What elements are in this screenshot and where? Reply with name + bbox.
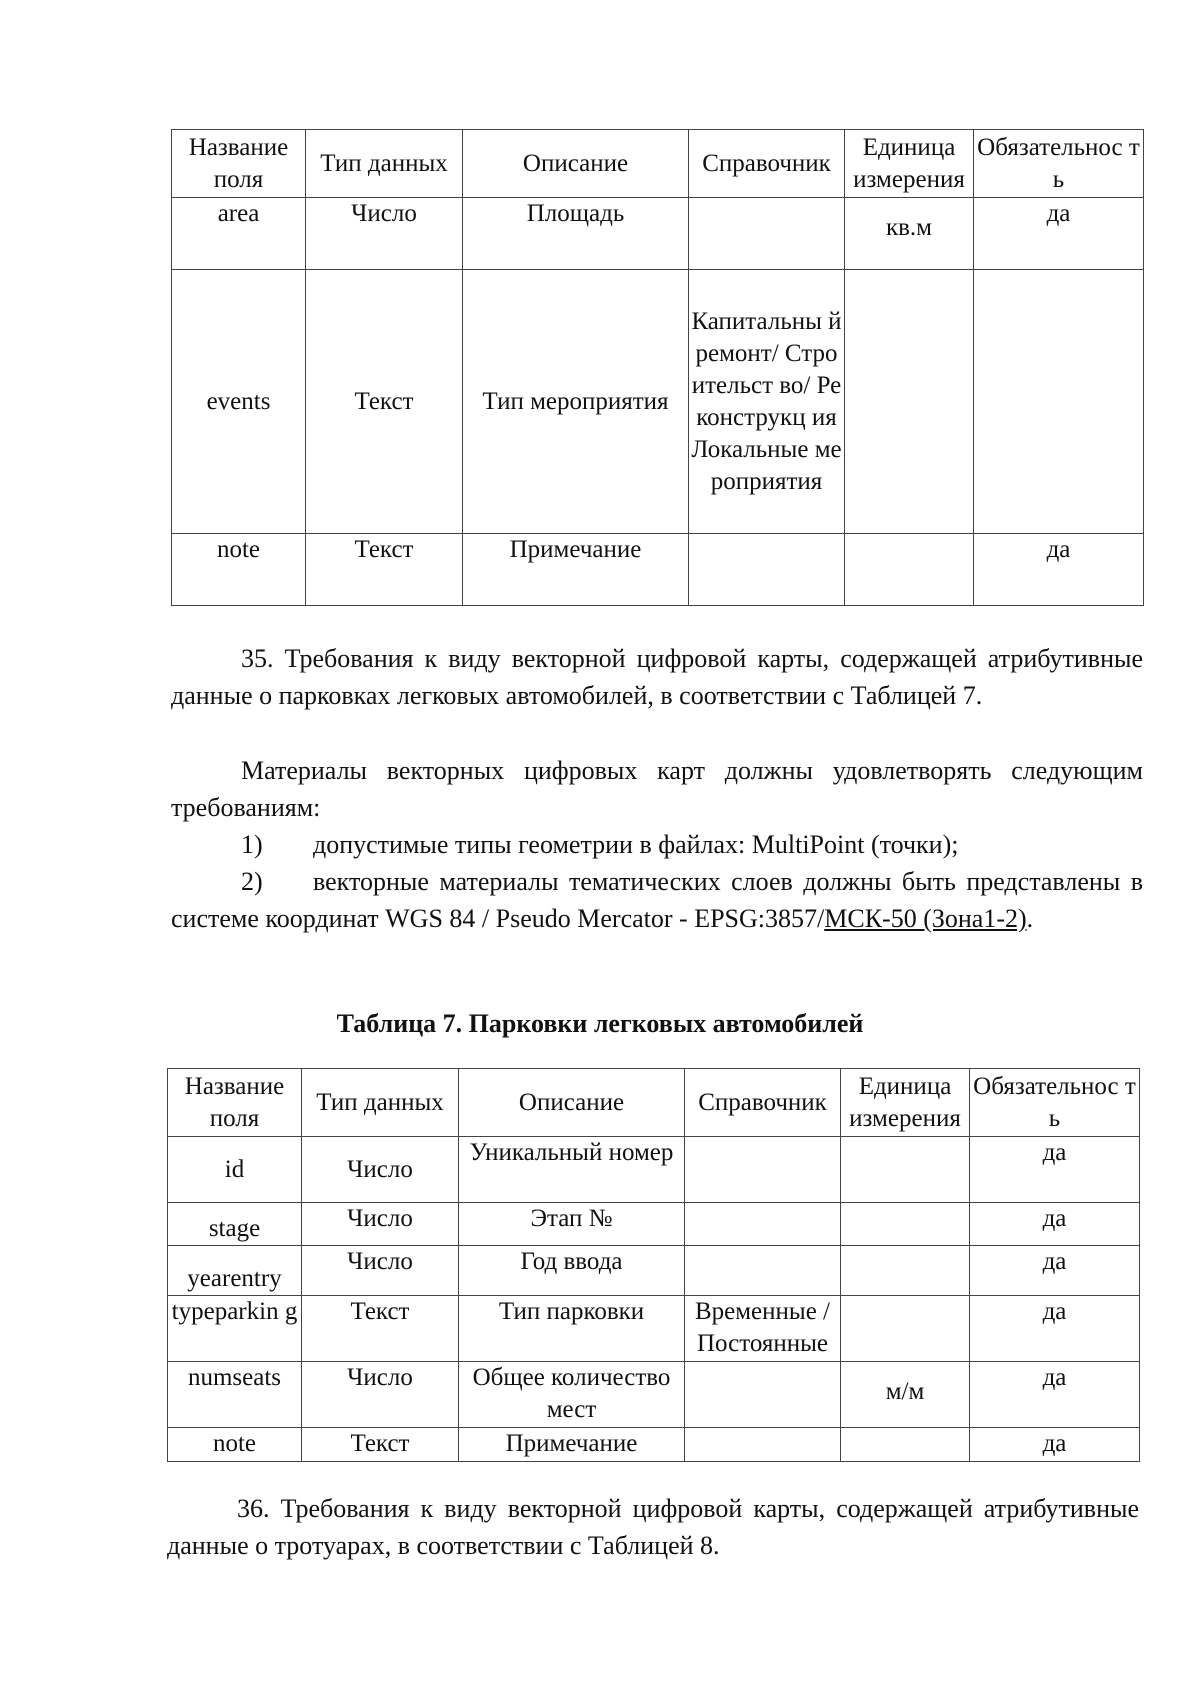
table-7-caption: Таблица 7. Парковки легковых автомобилей	[336, 1009, 864, 1038]
list-item-1	[241, 826, 958, 863]
cell-type: Число	[302, 1246, 459, 1296]
cell-field: yearentry	[168, 1246, 302, 1296]
cell-field: typeparkin g	[168, 1296, 302, 1362]
cell-unit: м/м	[841, 1362, 970, 1428]
header-reference: Справочник	[689, 130, 845, 198]
cell-unit	[841, 1428, 970, 1462]
cell-required: да	[970, 1362, 1140, 1428]
attributes-table-top	[171, 129, 1144, 606]
table-row	[172, 534, 1144, 606]
cell-description: Этап №	[459, 1203, 685, 1246]
cell-type: Число	[302, 1362, 459, 1428]
list-text: векторные материалы тематических слоев должны быть представлены в системе координат WGS 84 / Pseudo Mercator - EPSG:3857/	[171, 867, 1143, 933]
coordinate-system-link: МСК-50 (Зона1-2)	[824, 904, 1027, 933]
cell-reference	[689, 198, 845, 270]
cell-reference: Временные / Постоянные	[685, 1296, 841, 1362]
cell-type: Текст	[306, 270, 463, 534]
header-description: Описание	[463, 130, 689, 198]
cell-description: Тип парковки	[459, 1296, 685, 1362]
paragraph-36: 36. Требования к виду векторной цифровой карты, содержащей атрибутивные данные о тротуарах, в соответствии с Таблицей 8.	[167, 1494, 1139, 1560]
cell-reference	[685, 1246, 841, 1296]
cell-type: Текст	[302, 1296, 459, 1362]
cell-description: Общее количество мест	[459, 1362, 685, 1428]
cell-type: Число	[306, 198, 463, 270]
cell-type: Текст	[302, 1428, 459, 1462]
table-row	[172, 198, 1144, 270]
list-number: 2)	[241, 867, 263, 896]
cell-required: да	[970, 1428, 1140, 1462]
cell-field: note	[168, 1428, 302, 1462]
cell-required: да	[970, 1137, 1140, 1203]
cell-description: Примечание	[463, 534, 689, 606]
cell-reference	[689, 534, 845, 606]
cell-reference: Капитальны й ремонт/ Строительст во/ Реконструкц ия Локальные мероприятия	[689, 270, 845, 534]
cell-unit	[841, 1203, 970, 1246]
cell-field: id	[168, 1137, 302, 1203]
table-row	[168, 1246, 1140, 1296]
cell-unit	[841, 1137, 970, 1203]
table-row	[168, 1296, 1140, 1362]
parking-table	[167, 1068, 1140, 1462]
cell-unit: кв.м	[845, 198, 974, 270]
cell-field: events	[172, 270, 306, 534]
cell-required: да	[974, 534, 1144, 606]
header-required: Обязательнос ть	[970, 1069, 1140, 1137]
cell-reference	[685, 1428, 841, 1462]
header-data-type: Тип данных	[302, 1069, 459, 1137]
cell-field: area	[172, 198, 306, 270]
list-text: допустимые типы геометрии в файлах: MultiPoint (точки);	[313, 830, 959, 859]
paragraph-materials: Материалы векторных цифровых карт должны удовлетворять следующим требованиям:	[171, 756, 1143, 822]
header-unit: Единица измерения	[841, 1069, 970, 1137]
cell-field: stage	[168, 1203, 302, 1246]
cell-type: Число	[302, 1203, 459, 1246]
table-row	[168, 1428, 1140, 1462]
cell-description: Год ввода	[459, 1246, 685, 1296]
cell-unit	[845, 270, 974, 534]
cell-description: Тип мероприятия	[463, 270, 689, 534]
cell-reference	[685, 1203, 841, 1246]
cell-unit	[841, 1246, 970, 1296]
cell-description: Примечание	[459, 1428, 685, 1462]
paragraph-35: 35. Требования к виду векторной цифровой карты, содержащей атрибутивные данные о парковках легковых автомобилей, в соответствии с Таблицей 7.	[171, 644, 1143, 710]
table-row	[168, 1203, 1140, 1246]
cell-type: Число	[302, 1137, 459, 1203]
header-reference: Справочник	[685, 1069, 841, 1137]
table-row	[168, 1137, 1140, 1203]
table-row	[172, 270, 1144, 534]
header-field-name: Название поля	[168, 1069, 302, 1137]
cell-required	[974, 270, 1144, 534]
cell-required: да	[970, 1296, 1140, 1362]
cell-field: note	[172, 534, 306, 606]
cell-type: Текст	[306, 534, 463, 606]
cell-description: Площадь	[463, 198, 689, 270]
list-number: 1)	[241, 830, 263, 859]
list-tail: .	[1026, 904, 1034, 933]
header-description: Описание	[459, 1069, 685, 1137]
cell-field: numseats	[168, 1362, 302, 1428]
table-row	[168, 1362, 1140, 1428]
list-item-2	[171, 863, 1143, 937]
header-data-type: Тип данных	[306, 130, 463, 198]
cell-required: да	[970, 1203, 1140, 1246]
cell-reference	[685, 1137, 841, 1203]
cell-required: да	[974, 198, 1144, 270]
header-field-name: Название поля	[172, 130, 306, 198]
cell-unit	[841, 1296, 970, 1362]
header-unit: Единица измерения	[845, 130, 974, 198]
cell-description: Уникальный номер	[459, 1137, 685, 1203]
cell-reference	[685, 1362, 841, 1428]
header-required: Обязательнос ть	[974, 130, 1144, 198]
cell-unit	[845, 534, 974, 606]
cell-required: да	[970, 1246, 1140, 1296]
